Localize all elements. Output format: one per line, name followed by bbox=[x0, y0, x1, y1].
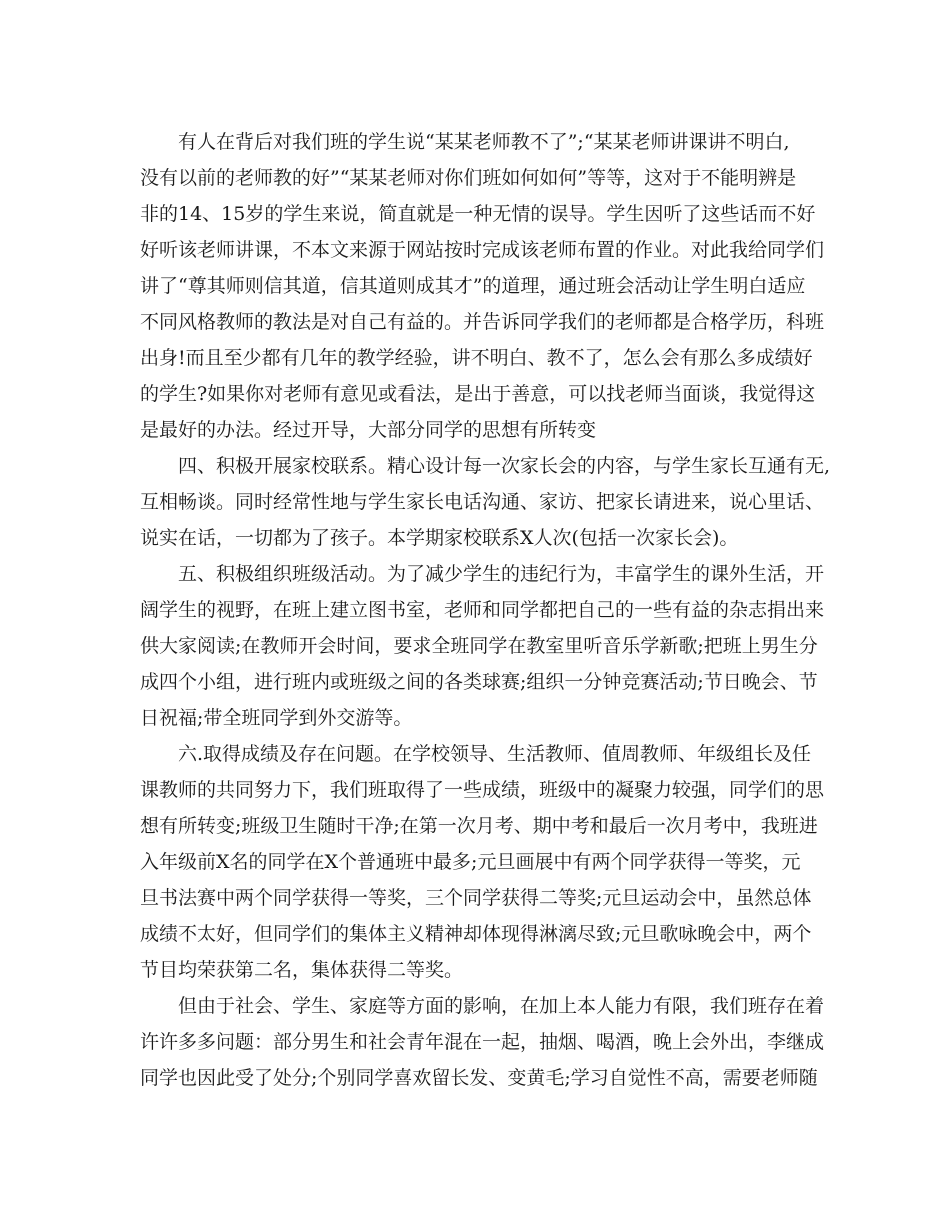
paragraph-line: 供大家阅读;在教师开会时间，要求全班同学在教室里听音乐学新歌;把班上男生分 bbox=[140, 635, 818, 657]
paragraph-line: 好听该老师讲课，不本文来源于网站按时完成该老师布置的作业。对此我给同学们 bbox=[140, 239, 825, 261]
paragraph-line: 六.取得成绩及存在问题。在学校领导、生活教师、值周教师、年级组长及任 bbox=[140, 743, 812, 765]
paragraph-line: 日祝福;带全班同学到外交游等。 bbox=[140, 707, 413, 729]
paragraph-line: 五、积极组织班级活动。为了减少学生的违纪行为，丰富学生的课外生活，开 bbox=[140, 563, 825, 585]
paragraph-line: 讲了“尊其师则信其道，信其道则成其才”的道理，通过班会活动让学生明白适应 bbox=[140, 275, 806, 297]
paragraph-line: 四、积极开展家校联系。精心设计每一次家长会的内容，与学生家长互通有无, bbox=[140, 455, 831, 477]
paragraph-line: 但由于社会、学生、家庭等方面的影响，在加上本人能力有限，我们班存在着 bbox=[140, 995, 825, 1017]
paragraph-line: 有人在背后对我们班的学生说“某某老师教不了”;“某某老师讲课讲不明白, bbox=[140, 131, 790, 153]
paragraph-line: 想有所转变;班级卫生随时干净;在第一次月考、期中考和最后一次月考中，我班进 bbox=[140, 815, 818, 837]
paragraph-line: 成四个小组，进行班内或班级之间的各类球赛;组织一分钟竞赛活动;节日晚会、节 bbox=[140, 671, 818, 693]
paragraph-line: 说实在话，一切都为了孩子。本学期家校联系X人次(包括一次家长会)。 bbox=[140, 527, 739, 549]
paragraph-line: 入年级前X名的同学在X个普通班中最多;元旦画展中有两个同学获得一等奖，元 bbox=[140, 851, 801, 873]
paragraph-line: 节目均荣获第二名，集体获得二等奖。 bbox=[140, 959, 464, 981]
paragraph-line: 的学生?如果你对老师有意见或看法，是出于善意，可以找老师当面谈，我觉得这 bbox=[140, 383, 816, 405]
paragraph-line: 是最好的办法。经过开导，大部分同学的思想有所转变 bbox=[140, 419, 597, 441]
paragraph-line: 同学也因此受了处分;个别同学喜欢留长发、变黄毛;学习自觉性不高，需要老师随 bbox=[140, 1067, 818, 1089]
paragraph-line: 许许多多问题：部分男生和社会青年混在一起，抽烟、喝酒，晚上会外出，李继成 bbox=[140, 1031, 825, 1053]
paragraph-line: 没有以前的老师教的好”“某某老师对你们班如何如何”等等，这对于不能明辨是 bbox=[140, 167, 797, 189]
paragraph-line: 非的14、15岁的学生来说，简直就是一种无情的误导。学生因听了这些话而不好 bbox=[140, 203, 816, 225]
paragraph-line: 出身!而且至少都有几年的教学经验，讲不明白、教不了，怎么会有那么多成绩好 bbox=[140, 347, 813, 369]
paragraph-line: 阔学生的视野，在班上建立图书室，老师和同学都把自己的一些有益的杂志捐出来 bbox=[140, 599, 825, 621]
paragraph-line: 课教师的共同努力下，我们班取得了一些成绩，班级中的凝聚力较强，同学们的思 bbox=[140, 779, 825, 801]
paragraph-line: 不同风格教师的教法是对自己有益的。并告诉同学我们的老师都是合格学历，科班 bbox=[140, 311, 825, 333]
paragraph-line: 成绩不太好，但同学们的集体主义精神却体现得淋漓尽致;元旦歌咏晚会中，两个 bbox=[140, 923, 812, 945]
paragraph-line: 互相畅谈。同时经常性地与学生家长电话沟通、家访、把家长请进来，说心里话、 bbox=[140, 491, 825, 513]
paragraph-line: 旦书法赛中两个同学获得一等奖，三个同学获得二等奖;元旦运动会中，虽然总体 bbox=[140, 887, 812, 909]
